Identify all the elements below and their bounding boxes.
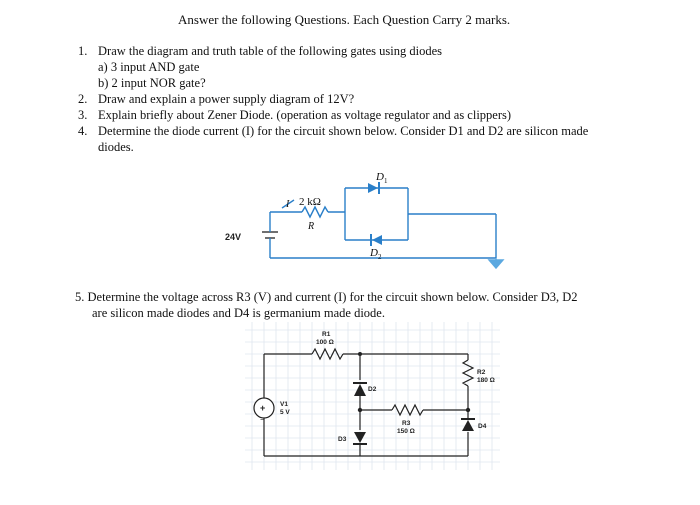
c2-r3-name: R3 xyxy=(402,420,411,427)
q2-text: Draw and explain a power supply diagram of 12V? xyxy=(98,92,355,106)
node xyxy=(358,408,362,412)
q5-text-cont: are silicon made diodes and D4 is germanium made diode. xyxy=(92,306,385,320)
diode-d1 xyxy=(368,183,378,193)
c1-d2-label: D xyxy=(370,247,378,259)
node xyxy=(358,352,362,356)
q3-number: 3. xyxy=(78,108,88,122)
c2-plus: + xyxy=(260,403,266,413)
q5-text: 5. Determine the voltage across R3 (V) and current (I) for the circuit shown below. Consider D3, D2 xyxy=(75,290,578,304)
c1-resistor-value: 2 kΩ xyxy=(299,196,321,208)
c2-v1-value: 5 V xyxy=(280,409,290,416)
q3-text: Explain briefly about Zener Diode. (operation as voltage regulator and as clippers) xyxy=(98,108,512,122)
c2-r1-value: 100 Ω xyxy=(316,339,334,346)
c2-d4-label: D4 xyxy=(478,423,487,430)
diode-d3-c2 xyxy=(354,432,366,443)
q1-text: Draw the diagram and truth table of the following gates using diodes xyxy=(98,44,443,58)
c2-r1-name: R1 xyxy=(322,331,331,338)
c1-resistor-name: R xyxy=(308,221,315,232)
q1-part-b: b) 2 input NOR gate? xyxy=(98,76,206,90)
c2-r3-value: 150 Ω xyxy=(397,428,415,435)
q1-number: 1. xyxy=(78,44,88,58)
c1-current-label: I xyxy=(286,199,290,210)
diode-d4-c2 xyxy=(462,420,474,431)
c1-d1-sub: 1 xyxy=(384,177,388,185)
circuit-2 xyxy=(264,349,473,456)
q2-number: 2. xyxy=(78,92,88,106)
q4-text-cont: diodes. xyxy=(98,140,134,154)
c1-source-label: 24V xyxy=(225,232,242,242)
diode-d2 xyxy=(372,235,382,245)
c2-v1-name: V1 xyxy=(280,401,288,408)
c2-minus: − xyxy=(260,415,265,424)
node xyxy=(466,408,470,412)
q4-number: 4. xyxy=(78,124,88,138)
q4-text: Determine the diode current (I) for the circuit shown below. Consider D1 and D2 are silicon made xyxy=(98,124,589,138)
page-header: Answer the following Questions. Each Question Carry 2 marks. xyxy=(178,12,511,27)
circuit-2-grid xyxy=(245,322,500,470)
c2-d3-label: D3 xyxy=(338,436,347,443)
c2-r2-value: 180 Ω xyxy=(477,377,495,384)
c2-d2-label: D2 xyxy=(368,386,377,393)
c2-r2-name: R2 xyxy=(477,369,486,376)
c1-d1-label: D xyxy=(376,171,384,183)
c1-d2-sub: 2 xyxy=(378,253,382,261)
q1-part-a: a) 3 input AND gate xyxy=(98,60,200,74)
